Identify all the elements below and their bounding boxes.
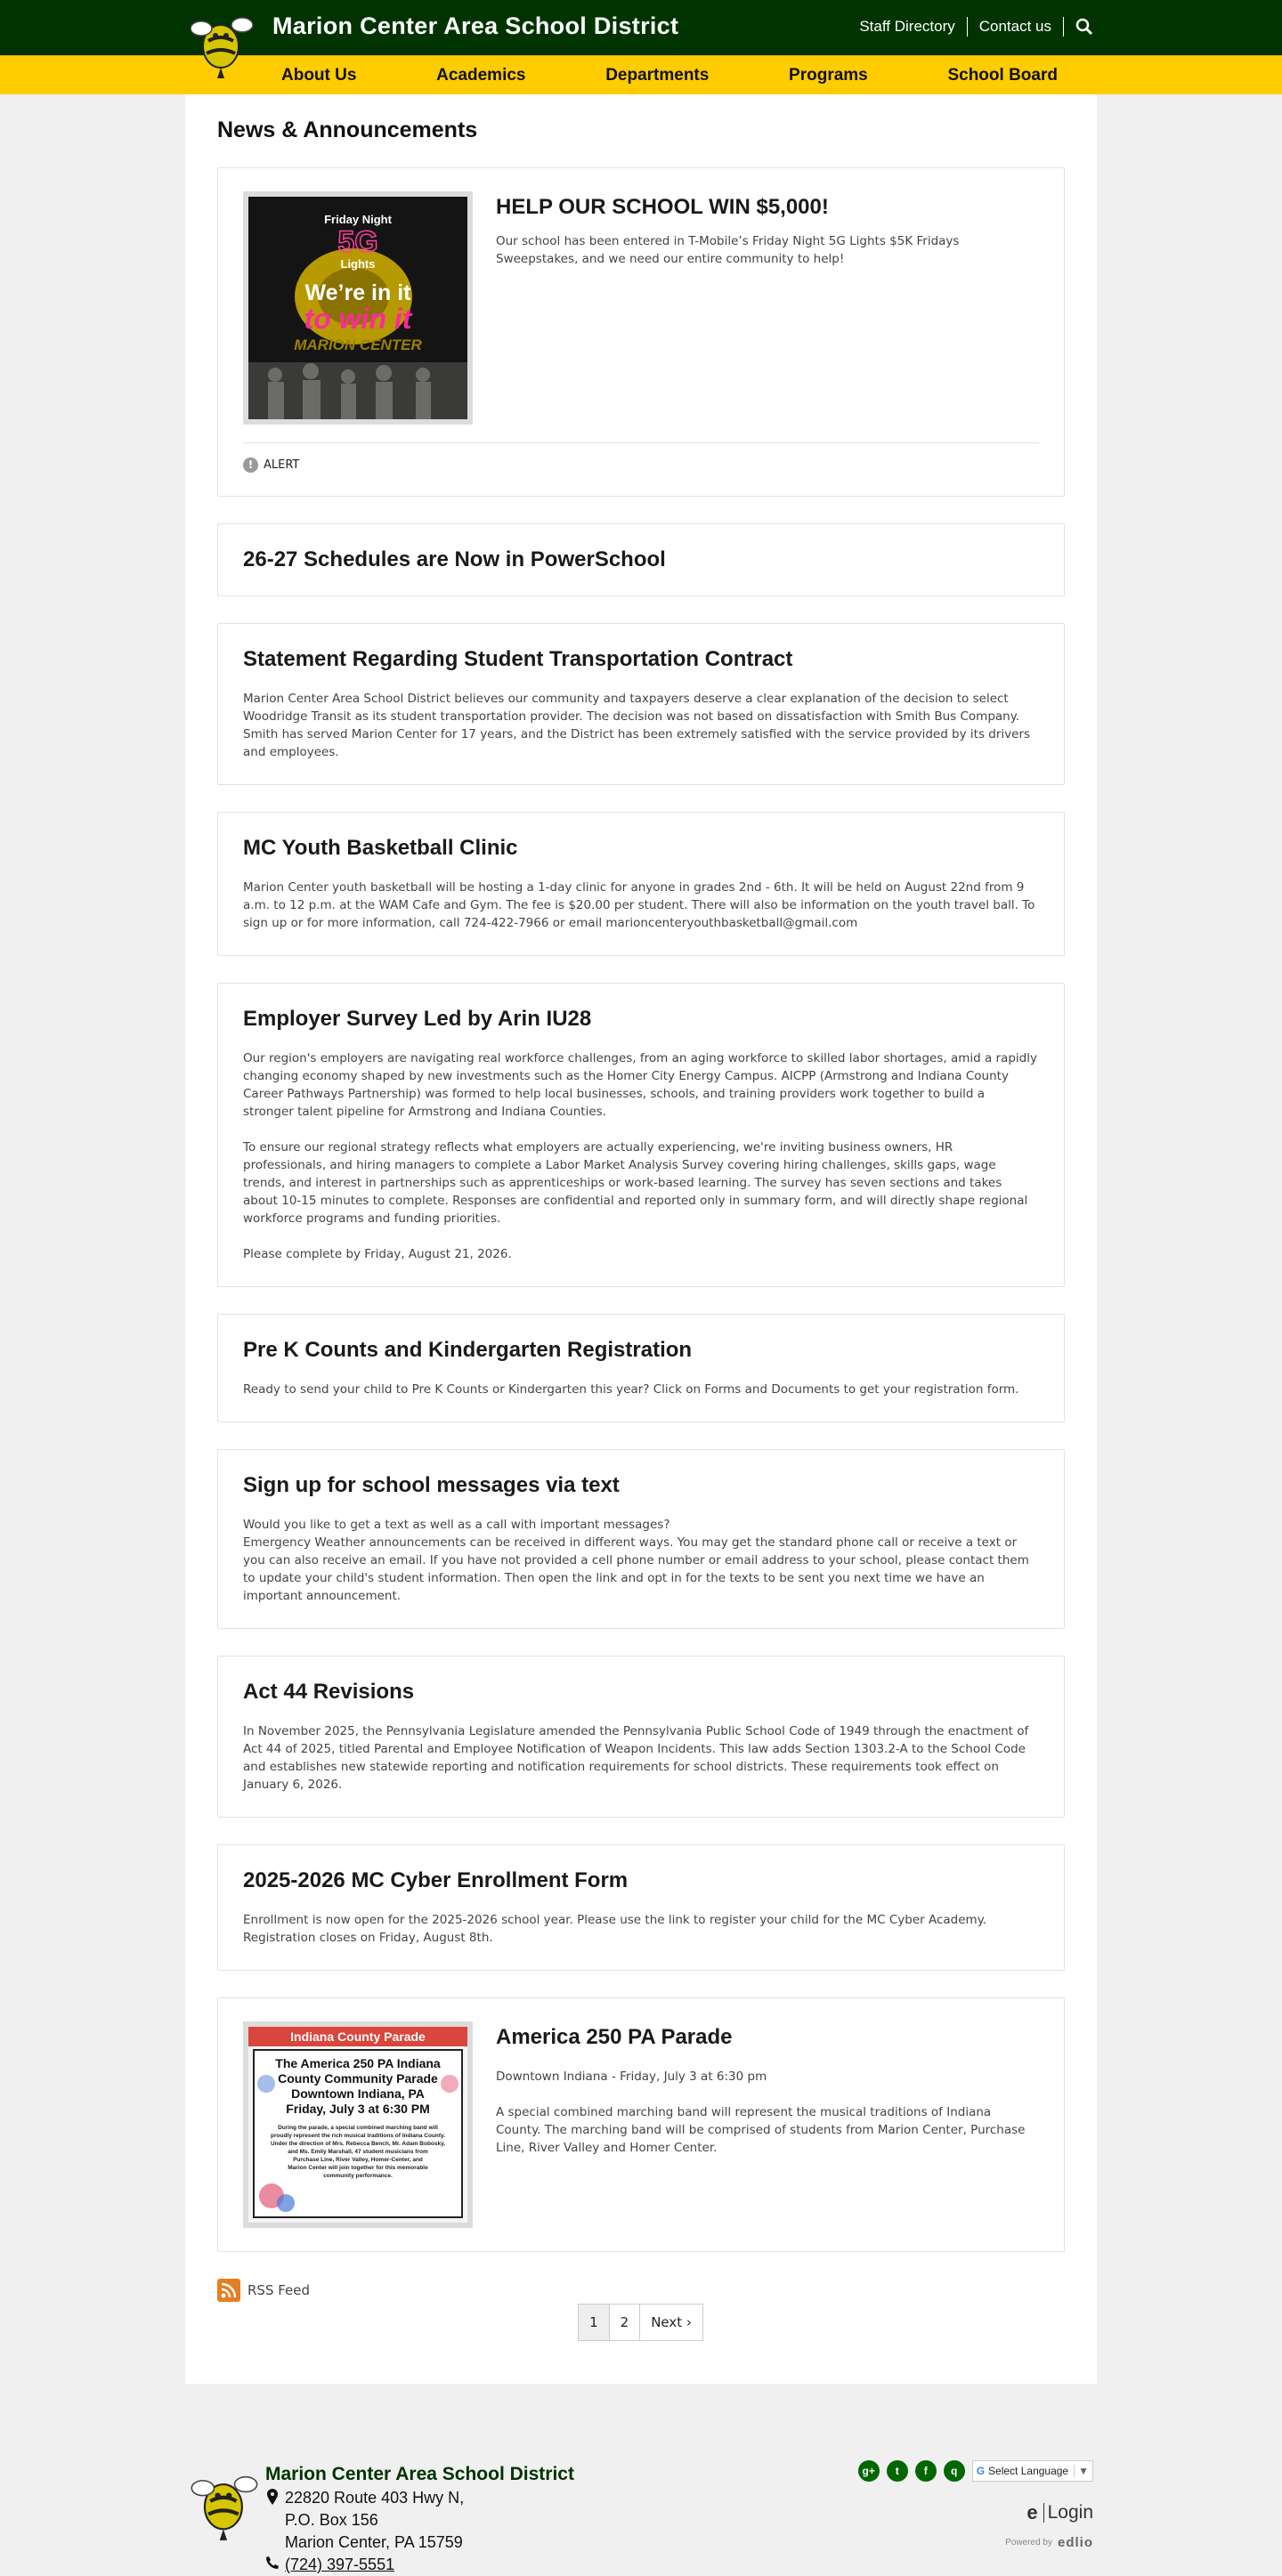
news-title[interactable]: HELP OUR SCHOOL WIN $5,000! bbox=[496, 195, 829, 219]
page-2-button[interactable]: 2 bbox=[609, 2304, 641, 2341]
news-title[interactable]: Act 44 Revisions bbox=[243, 1680, 415, 1704]
image-text: MARION CENTER bbox=[294, 336, 422, 353]
site-title[interactable]: Marion Center Area School District bbox=[272, 12, 679, 39]
news-subtitle: Downtown Indiana - Friday, July 3 at 6:30 pm bbox=[496, 2070, 767, 2084]
image-text: Friday, July 3 at 6:30 PM bbox=[286, 2102, 430, 2116]
news-summary: Marion Center youth basketball will be hosting a 1-day clinic for anyone in grades 2nd - 6th. It will be held on August 22nd from 9 a.m. to 12 p.m. at the WAM Cafe and Gym. The fee is $20.00 per student. There will also be information on the youth travel ball. To sign up or for more information, call 724-422-7966 or email marioncenteryouthbasketball@gmail.com bbox=[243, 880, 1035, 930]
news-title[interactable]: 26-27 Schedules are Now in PowerSchool bbox=[243, 547, 666, 571]
news-card-featured bbox=[217, 167, 1065, 497]
news-summary: In November 2025, the Pennsylvania Legislature amended the Pennsylvania Public School Code of 1949 through the enactment of Act 44 of 2025, titled Parental and Employee Notification of Weapon Incidents. This law adds Section 1303.2-A to the School Code and establishes new statewide reporting and notification requirements for school districts. These requirements took effect on January 6, 2026. bbox=[243, 1724, 1029, 1792]
news-title[interactable]: Sign up for school messages via text bbox=[243, 1473, 620, 1497]
image-text: to win it bbox=[304, 303, 412, 335]
edlio-icon: e bbox=[1026, 2501, 1038, 2523]
edlio-logo: edlio bbox=[1057, 2535, 1093, 2550]
utility-links bbox=[859, 17, 1093, 36]
facebook-icon[interactable]: f bbox=[915, 2460, 937, 2482]
alert-icon: ! bbox=[243, 458, 258, 473]
news-card bbox=[217, 623, 1065, 785]
news-card bbox=[217, 812, 1065, 956]
divider bbox=[967, 17, 968, 36]
image-text: Downtown Indiana, PA bbox=[291, 2086, 425, 2101]
news-summary: Ready to send your child to Pre K Counts or Kindergarten this year? Click on Forms and Documents to get your registration form. bbox=[243, 1382, 1019, 1397]
google-plus-icon[interactable]: g+ bbox=[858, 2460, 880, 2482]
phone-link[interactable]: (724) 397-5551 bbox=[285, 2556, 395, 2573]
news-card bbox=[217, 1656, 1065, 1818]
language-select[interactable] bbox=[972, 2460, 1093, 2482]
powered-by[interactable] bbox=[1005, 2535, 1093, 2550]
image-text: Purchase Line, River Valley, Homer-Center, and bbox=[293, 2157, 423, 2163]
image-text: Lights bbox=[340, 257, 376, 271]
news-tag bbox=[243, 442, 1039, 473]
staff-directory-link[interactable]: Staff Directory bbox=[859, 18, 955, 35]
news-title[interactable]: Employer Survey Led by Arin IU28 bbox=[243, 1007, 592, 1031]
news-summary: Our school has been entered in T-Mobile’s Friday Night 5G Lights $5K Fridays Sweepstakes, and we need our entire community to help! bbox=[496, 234, 960, 266]
image-text: proudly represent the rich musical traditions of Indiana County. bbox=[271, 2133, 445, 2139]
news-card-parade bbox=[217, 1997, 1065, 2252]
image-text: Friday Night bbox=[324, 213, 392, 226]
alert-tag-label: ALERT bbox=[264, 458, 300, 472]
news-card bbox=[217, 1314, 1065, 1422]
news-card bbox=[217, 1449, 1065, 1629]
rss-label: RSS Feed bbox=[247, 2282, 311, 2298]
image-text: community performance. bbox=[323, 2173, 393, 2179]
address-line: Marion Center, PA 15759 bbox=[285, 2533, 463, 2551]
address-line: 22820 Route 403 Hwy N, bbox=[285, 2489, 465, 2507]
image-text: The America 250 PA Indiana bbox=[275, 2056, 441, 2070]
phone-icon bbox=[266, 2556, 279, 2569]
featured-image[interactable] bbox=[243, 191, 473, 425]
news-summary: Emergency Weather announcements can be received in different ways. You may get the standard phone call or receive a text or you can also receive an email. If you have not provided a cell phone number or email address to your school, please contact them to update your child's student information. Then open the link and opt in for the texts to be sent you next time we have an important announcement. bbox=[243, 1535, 1029, 1603]
page-title: News & Announcements bbox=[217, 117, 478, 142]
language-select-label: Select Language bbox=[988, 2465, 1069, 2477]
image-text: 5G bbox=[337, 225, 378, 259]
news-card bbox=[217, 983, 1065, 1287]
news-summary: To ensure our regional strategy reflects what employers are actually experiencing, we're inviting business owners, HR professionals, and hiring managers to complete a Labor Market Analysis Survey covering hiring challenges, skills gaps, wage trends, and interest in partnerships such as apprenticeships or work-based learning. The survey has seven sections and takes about 10-15 minutes to complete. Responses are confidential and reported only in summary form, and will directly shape regional workforce programs and funding priorities. bbox=[243, 1140, 1028, 1226]
contact-us-link[interactable]: Contact us bbox=[978, 18, 1051, 35]
news-title[interactable]: Pre K Counts and Kindergarten Registration bbox=[243, 1338, 693, 1362]
top-header bbox=[0, 0, 1282, 55]
address-line: P.O. Box 156 bbox=[285, 2511, 378, 2529]
social-links bbox=[858, 2460, 1093, 2482]
nav-academics[interactable]: Academics bbox=[436, 66, 526, 85]
divider bbox=[1063, 17, 1064, 36]
news-summary: Enrollment is now open for the 2025-2026 school year. Please use the link to register your child for the MC Cyber Academy. Registration closes on Friday, August 8th. bbox=[243, 1913, 987, 1945]
search-icon[interactable]: q bbox=[944, 2460, 965, 2482]
hornet-mascot-logo bbox=[191, 2464, 260, 2542]
image-text: Indiana County Parade bbox=[290, 2029, 426, 2044]
search-icon[interactable] bbox=[1075, 18, 1093, 36]
footer-district-name: Marion Center Area School District bbox=[265, 2464, 574, 2484]
news-summary: A special combined marching band will represent the musical traditions of Indiana County. The marching band will be comprised of students from Marion Center, Purchase Line, River Valley and Homer Center. bbox=[496, 2105, 1026, 2155]
main-content bbox=[185, 94, 1097, 2384]
news-title[interactable]: 2025-2026 MC Cyber Enrollment Form bbox=[243, 1868, 629, 1892]
pagination bbox=[217, 2304, 1065, 2341]
rss-feed-link[interactable] bbox=[217, 2279, 1065, 2302]
nav-departments[interactable]: Departments bbox=[605, 66, 710, 85]
location-pin-icon bbox=[267, 2489, 278, 2505]
footer-address bbox=[285, 2487, 464, 2576]
image-text: County Community Parade bbox=[278, 2071, 438, 2086]
login-label: Login bbox=[1047, 2502, 1093, 2523]
hornet-mascot-logo[interactable] bbox=[191, 5, 255, 80]
page-1-button[interactable]: 1 bbox=[578, 2304, 610, 2341]
image-text: We’re in it bbox=[304, 280, 411, 305]
image-text: During the parade, a special combined marching band will bbox=[278, 2125, 438, 2131]
news-card bbox=[217, 523, 1065, 596]
news-summary: Marion Center Area School District believes our community and taxpayers deserve a clear explanation of the decision to select Woodridge Transit as its student transportation provider. The decision was not based on dissatisfaction with Smith Bus Company. Smith has served Marion Center for 17 years, and the District has been extremely satisfied with the service provided by its drivers and employees. bbox=[243, 692, 1031, 759]
news-summary: Please complete by Friday, August 21, 2026. bbox=[243, 1247, 512, 1261]
footer bbox=[0, 2384, 1282, 2571]
news-summary: Our region's employers are navigating real workforce challenges, from an aging workforce to skilled labor shortages, amid a rapidly changing economy shaped by new investments such as the Homer City Energy Campus. AICPP (Armstrong and Indiana County Career Pathways Partnership) was formed to help local businesses, schools, and training providers work together to build a stronger talent pipeline for Armstrong and Indiana Counties. bbox=[243, 1051, 1037, 1119]
nav-school-board[interactable]: School Board bbox=[947, 66, 1058, 85]
divider bbox=[1043, 2503, 1044, 2523]
rss-icon bbox=[217, 2279, 240, 2302]
twitter-icon[interactable]: t bbox=[887, 2460, 908, 2482]
image-text: and Ms. Emily Marshall, 47 student musicians from bbox=[288, 2149, 428, 2155]
google-icon: G bbox=[976, 2465, 986, 2477]
nav-programs[interactable]: Programs bbox=[789, 66, 868, 85]
news-title[interactable]: Statement Regarding Student Transportation Contract bbox=[243, 647, 793, 671]
nav-about-us[interactable]: About Us bbox=[281, 66, 357, 85]
news-card bbox=[217, 1844, 1065, 1971]
parade-flyer-image[interactable] bbox=[243, 2021, 473, 2228]
login-link[interactable] bbox=[1026, 2501, 1093, 2524]
news-title[interactable]: MC Youth Basketball Clinic bbox=[243, 836, 518, 860]
powered-by-label: Powered by bbox=[1005, 2538, 1052, 2548]
news-title[interactable]: America 250 PA Parade bbox=[496, 2025, 733, 2049]
image-text: Under the direction of Mrs. Rebecca Bench, Mr. Adam Bobosky, bbox=[270, 2141, 446, 2147]
next-page-button[interactable]: Next › bbox=[639, 2304, 703, 2341]
image-text: Marion Center will join together for this memorable bbox=[288, 2165, 428, 2171]
news-summary: Would you like to get a text as well as a call with important messages? bbox=[243, 1518, 670, 1532]
dropdown-arrow-icon: ▼ bbox=[1074, 2465, 1089, 2477]
